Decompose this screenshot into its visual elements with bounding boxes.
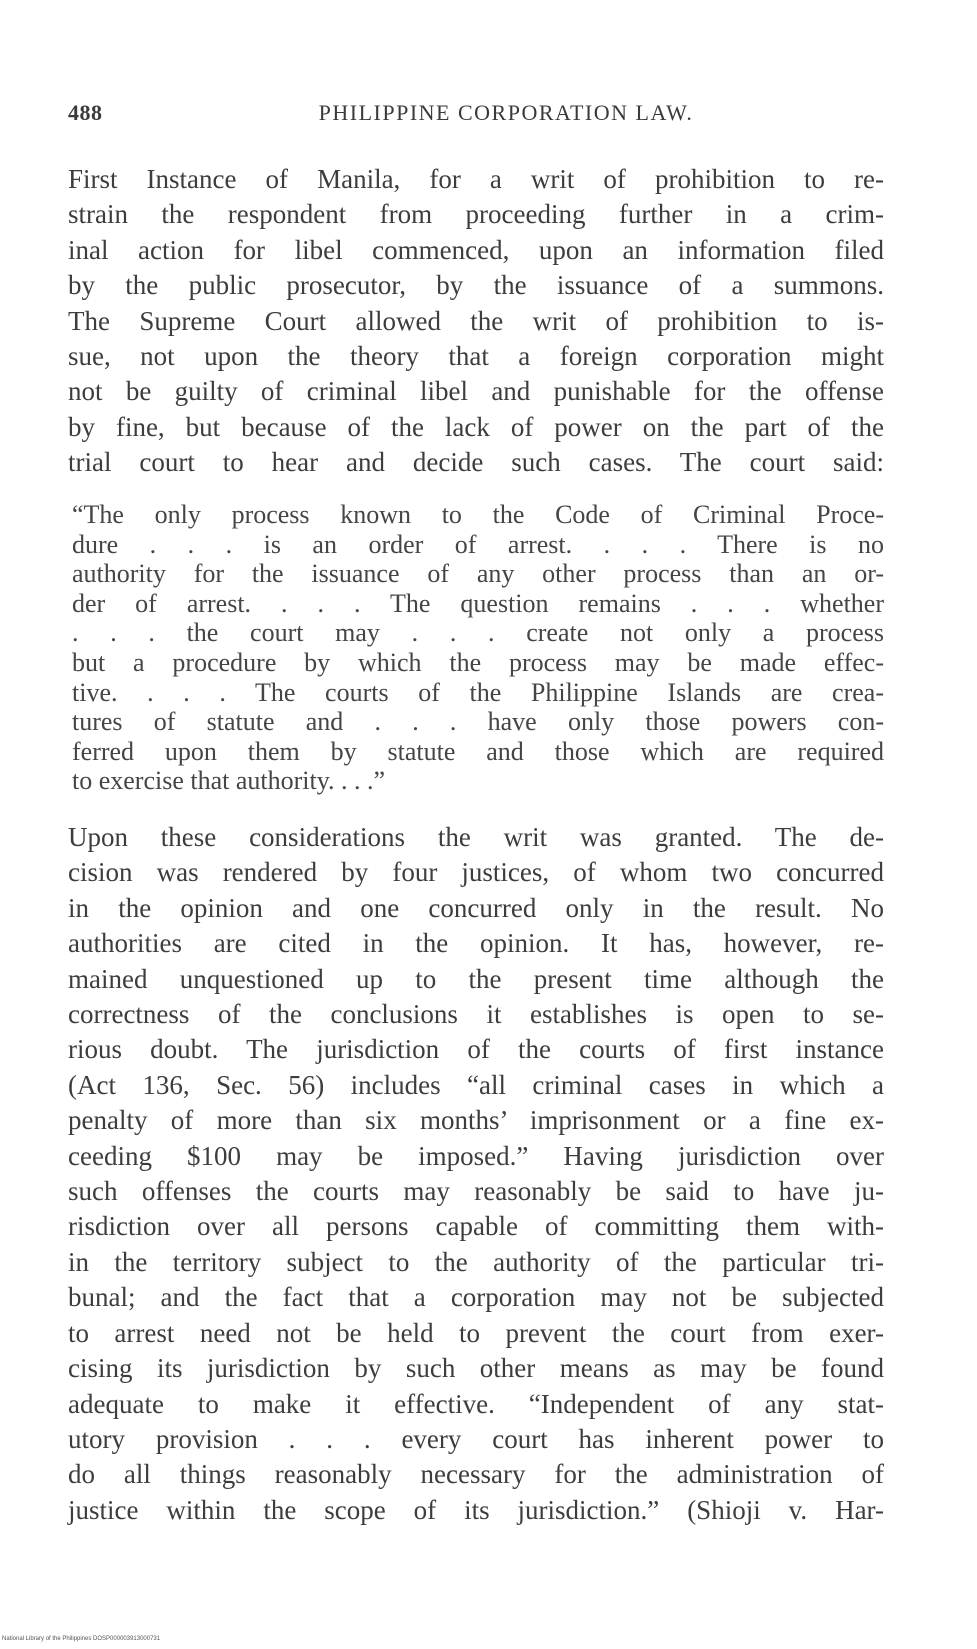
paragraph-2 — [68, 820, 884, 1528]
quote-line: “The only process known to the Code of Criminal Proce- — [72, 500, 884, 529]
text-line: bunal; and the fact that a corporation may not be subjected — [68, 1282, 884, 1313]
text-line: rious doubt. The jurisdiction of the courts of first instance — [68, 1034, 884, 1065]
text-line: The Supreme Court allowed the writ of prohibition to is- — [68, 305, 884, 336]
text-line: to arrest need not be held to prevent the court from exer- — [68, 1317, 884, 1348]
quote-line: ferred upon them by statute and those which are required — [72, 736, 884, 766]
text-line: by fine, but because of the lack of power on the part of the — [68, 411, 884, 442]
text-line: justice within the scope of its jurisdiction.” (Shioji v. Har- — [68, 1494, 884, 1525]
quote-line: der of arrest. . . . The question remains . . . whether — [72, 588, 884, 618]
quote-line: tures of statute and . . . have only those powers con- — [72, 707, 884, 737]
text-line: correctness of the conclusions it establishes is open to se- — [68, 999, 884, 1030]
quote-line: to exercise that authority. . . .” — [72, 766, 386, 796]
quote-line: dure . . . is an order of arrest. . . . There is no — [72, 529, 884, 559]
paragraph-1 — [68, 162, 884, 481]
quote-line: tive. . . . The courts of the Philippine Islands are crea- — [72, 677, 884, 707]
text-line: ceeding $100 may be imposed.” Having jurisdiction over — [68, 1140, 884, 1171]
quote-line: . . . the court may . . . create not only a process — [72, 618, 884, 648]
text-line: in the territory subject to the authority of the particular tri- — [68, 1246, 884, 1277]
text-line: such offenses the courts may reasonably be said to have ju- — [68, 1176, 884, 1207]
text-line: adequate to make it effective. “Independent of any stat- — [68, 1388, 884, 1419]
text-line: authorities are cited in the opinion. It has, however, re- — [68, 928, 884, 959]
text-line: trial court to hear and decide such cases. The court said: — [68, 447, 884, 478]
running-head — [68, 100, 884, 140]
text-line: penalty of more than six months’ imprisonment or a fine ex- — [68, 1105, 884, 1136]
text-line: not be guilty of criminal libel and punishable for the offense — [68, 376, 884, 407]
text-line: mained unquestioned up to the present time although the — [68, 963, 884, 994]
text-line: utory provision . . . every court has inherent power to — [68, 1423, 884, 1454]
scan-credit: National Library of the Philippines DOSP000003913000731 — [2, 1636, 161, 1642]
quote-line: authority for the issuance of any other process than an or- — [72, 559, 884, 589]
text-line: cision was rendered by four justices, of whom two concurred — [68, 857, 884, 888]
text-line: First Instance of Manila, for a writ of prohibition to re- — [68, 164, 884, 194]
running-title: PHILIPPINE CORPORATION LAW. — [318, 100, 694, 125]
text-line: strain the respondent from proceeding further in a crim- — [68, 199, 884, 230]
text-line: risdiction over all persons capable of committing them with- — [68, 1211, 884, 1242]
block-quotation — [72, 500, 884, 796]
text-line: sue, not upon the theory that a foreign corporation might — [68, 341, 884, 372]
text-line: (Act 136, Sec. 56) includes “all criminal cases in which a — [68, 1069, 884, 1100]
text-line: in the opinion and one concurred only in the result. No — [68, 892, 884, 923]
text-line: cising its jurisdiction by such other means as may be found — [68, 1353, 884, 1384]
text-line: by the public prosecutor, by the issuance of a summons. — [68, 270, 884, 301]
text-line: Upon these considerations the writ was granted. The de- — [68, 822, 884, 852]
text-line: inal action for libel commenced, upon an information filed — [68, 234, 884, 265]
page-number: 488 — [68, 100, 103, 125]
quote-line: but a procedure by which the process may be made effec- — [72, 647, 884, 677]
text-line: do all things reasonably necessary for the administration of — [68, 1459, 884, 1490]
